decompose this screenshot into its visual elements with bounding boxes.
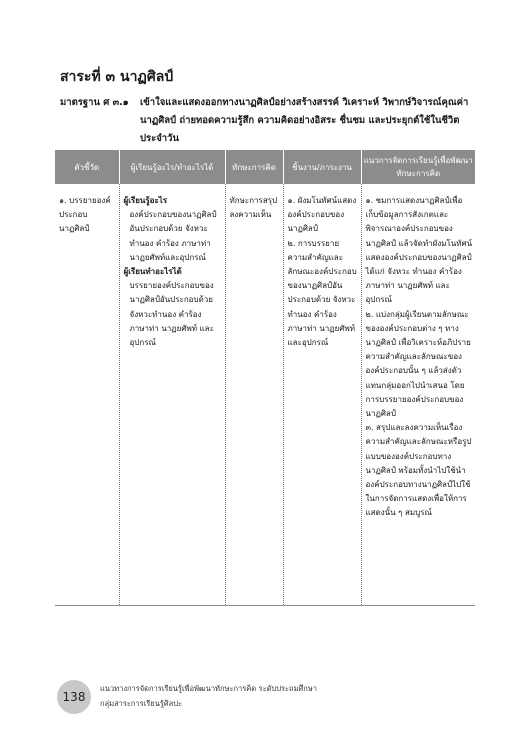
activity-item: ๑. ชมการแสดงนาฏศิลป์เพื่อเก็บข้อมูลการสังเกตและพิจารณาองค์ประกอบของนาฏศิลป์ แล้วจัดทำผังมโนทัศน์ แสดงองค์ประกอบของนาฏศิลป์ ได้แก่ จังหวะ ทำนอง คำร้อง ภาษาท่า นาฏยศัพท์ และอุปกรณ์ <box>365 196 473 305</box>
standard-label: มาตรฐาน ศ ๓.๑ <box>60 97 129 108</box>
footer-line-1: แนวทางการจัดการเรียนรู้เพื่อพัฒนาทักษะการคิด ระดับประถมศึกษา <box>100 684 317 693</box>
task-item: ๒. การบรรยายความสำคัญและลักษณะองค์ประกอบของนาฏศิลป์อันประกอบด้วย จังหวะ ทำนอง คำร้อง ภาษาท่า นาฏยศัพท์ และอุปกรณ์ <box>287 238 357 348</box>
footer <box>100 681 317 711</box>
activities-cell <box>361 184 475 606</box>
thinking-skill-cell <box>225 184 283 606</box>
header-thinking-skill: ทักษะการคิด <box>225 150 283 184</box>
standard-block <box>60 94 470 148</box>
task-item: ๑. ผังมโนทัศน์แสดงองค์ประกอบของนาฏศิลป์ <box>287 196 357 234</box>
header-indicator: ตัวชี้วัด <box>55 150 119 184</box>
header-tasks: ชิ้นงาน/ภาระงาน <box>283 150 361 184</box>
thinking-skill-text: ทักษะการสรุปลงความเห็น <box>229 196 278 220</box>
table-row <box>55 184 475 606</box>
indicator-cell <box>55 184 119 606</box>
standard-text: เข้าใจและแสดงออกทางนาฏศิลป์อย่างสร้างสรรค์ วิเคราะห์ วิพากษ์วิจารณ์คุณค่านาฏศิลป์ ถ่ายทอดความรู้สึก ความคิดอย่างอิสระ ชื่นชม และประยุกต์ใช้ในชีวิตประจำวัน <box>140 97 469 144</box>
learning-cell <box>119 184 225 606</box>
page-number: 138 <box>57 680 91 714</box>
header-activities: แนวการจัดการเรียนรู้เพื่อพัฒนาทักษะการคิด <box>361 150 475 184</box>
tasks-cell <box>283 184 361 606</box>
activity-item: ๓. สรุปและลงความเห็นเรื่องความสำคัญและลักษณะหรือรูปแบบขององค์ประกอบทางนาฏศิลป์ พร้อมทั้งนำไปใช้นำองค์ประกอบทางนาฏศิลป์ไปใช้ในการจัดการแสดงเพื่อให้การแสดงนั้น ๆ สมบูรณ์ <box>365 423 472 518</box>
do-text: บรรยายองค์ประกอบของนาฏศิลป์อันประกอบด้วย จังหวะทำนอง คำร้อง ภาษาท่า นาฏยศัพท์ และอุปกรณ์ <box>129 281 214 348</box>
know-heading: ผู้เรียนรู้อะไร <box>123 196 168 205</box>
strand-title: สาระที่ ๓ นาฏศิลป์ <box>60 69 174 85</box>
activity-item: ๒. แบ่งกลุ่มผู้เรียนตามลักษณะขององค์ประกอบต่าง ๆ ทางนาฏศิลป์ เพื่อวิเคราะห์อภิปรายความสำคัญและลักษณะขององค์ประกอบนั้น ๆ แล้วส่งตัวแทนกลุ่มออกไปนำเสนอ โดยการบรรยายองค์ประกอบของนาฏศิลป์ <box>365 309 471 419</box>
indicator-text: ๑. บรรยายองค์ประกอบนาฏศิลป์ <box>59 196 111 234</box>
header-learning: ผู้เรียนรู้อะไร/ทำอะไรได้ <box>119 150 225 184</box>
know-text: องค์ประกอบของนาฏศิลป์ อันประกอบด้วย จังหวะ ทำนอง คำร้อง ภาษาท่า นาฏยศัพท์และอุปกรณ์ <box>129 210 217 262</box>
learning-table <box>55 150 475 606</box>
do-heading: ผู้เรียนทำอะไรได้ <box>123 267 182 277</box>
footer-line-2: กลุ่มสาระการเรียนรู้ศิลปะ <box>100 699 182 708</box>
table-header-row <box>55 150 475 184</box>
